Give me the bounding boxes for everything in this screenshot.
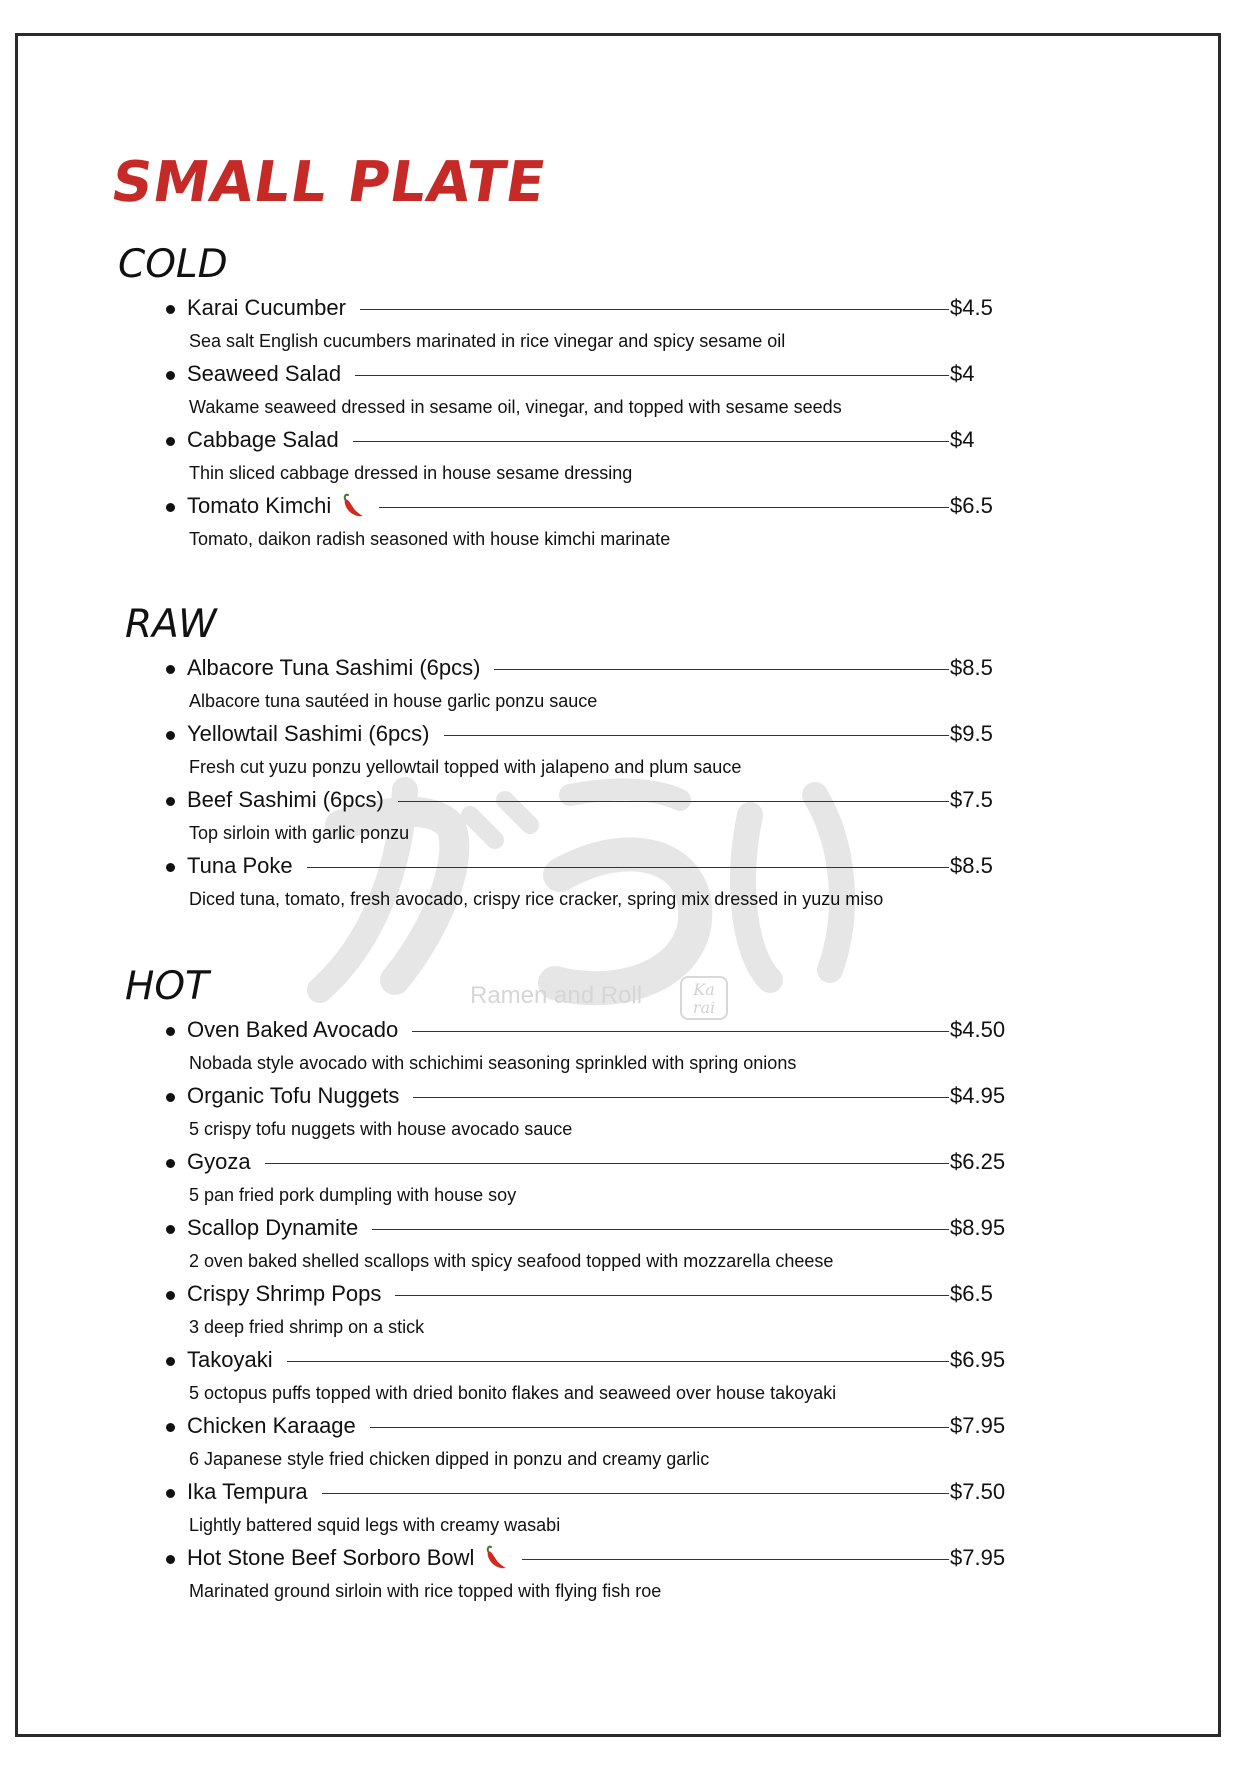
item-price: $4.50	[950, 1017, 1006, 1042]
item-name: Hot Stone Beef Sorboro Bowl	[187, 1545, 475, 1570]
leader-line	[265, 1163, 949, 1164]
item-name: Scallop Dynamite	[187, 1215, 359, 1240]
leader-line	[322, 1493, 949, 1494]
item-price: $7.50	[950, 1479, 1006, 1504]
badge-line-2: rai	[692, 998, 716, 1017]
leader-line	[398, 801, 949, 802]
item-price: $6.5	[950, 493, 993, 518]
item-name: Beef Sashimi (6pcs)	[187, 787, 384, 812]
section-title-hot: HOT	[125, 964, 209, 1009]
bullet	[166, 1489, 175, 1498]
leader-line	[372, 1229, 949, 1230]
item-name: Takoyaki	[187, 1347, 273, 1372]
item-name: Albacore Tuna Sashimi (6pcs)	[187, 655, 481, 680]
bullet	[166, 305, 175, 314]
leader-line	[412, 1031, 949, 1032]
menu-item	[160, 848, 1020, 914]
item-name: Crispy Shrimp Pops	[187, 1281, 382, 1306]
bullet	[166, 797, 175, 806]
item-description: 2 oven baked shelled scallops with spicy seafood topped with mozzarella cheese	[189, 1251, 834, 1271]
leader-line	[307, 867, 949, 868]
item-price: $6.95	[950, 1347, 1006, 1372]
menu-item	[160, 1408, 1020, 1474]
leader-line	[413, 1097, 949, 1098]
item-name: Tuna Poke	[187, 853, 293, 878]
bullet	[166, 1027, 175, 1036]
bullet	[166, 1291, 175, 1300]
item-description: Albacore tuna sautéed in house garlic ponzu sauce	[189, 691, 598, 711]
item-description: 5 octopus puffs topped with dried bonito flakes and seaweed over house takoyaki	[189, 1383, 837, 1403]
item-price: $8.5	[950, 655, 993, 680]
bullet	[166, 1555, 175, 1564]
menu-item	[160, 1078, 1020, 1144]
item-description: Lightly battered squid legs with creamy wasabi	[189, 1515, 561, 1535]
bullet	[166, 1159, 175, 1168]
item-price: $7.5	[950, 787, 993, 812]
leader-line	[494, 669, 949, 670]
menu-item	[160, 650, 1020, 716]
menu-item	[160, 1012, 1020, 1078]
item-description: Sea salt English cucumbers marinated in rice vinegar and spicy sesame oil	[189, 331, 786, 351]
menu-item	[160, 782, 1020, 848]
item-name: Karai Cucumber	[187, 295, 346, 320]
bullet	[166, 371, 175, 380]
bullet	[166, 731, 175, 740]
item-price: $8.5	[950, 853, 993, 878]
item-description: 6 Japanese style fried chicken dipped in ponzu and creamy garlic	[189, 1449, 710, 1469]
bullet	[166, 1225, 175, 1234]
bullet	[166, 863, 175, 872]
leader-line	[353, 441, 949, 442]
item-name: Seaweed Salad	[187, 361, 342, 386]
bullet	[166, 1357, 175, 1366]
badge-line-1: Ka	[693, 980, 715, 999]
leader-line	[522, 1559, 949, 1560]
item-description: Diced tuna, tomato, fresh avocado, crispy rice cracker, spring mix dressed in yuzu miso	[189, 889, 884, 909]
item-price: $4	[950, 361, 975, 386]
item-price: $7.95	[950, 1545, 1006, 1570]
leader-line	[444, 735, 949, 736]
item-name: Chicken Karaage	[187, 1413, 356, 1438]
item-price: $6.25	[950, 1149, 1006, 1174]
leader-line	[379, 507, 949, 508]
item-name: Gyoza	[187, 1149, 251, 1174]
item-name: Tomato Kimchi	[187, 493, 332, 518]
item-name: Cabbage Salad	[187, 427, 339, 452]
item-name: Organic Tofu Nuggets	[187, 1083, 400, 1108]
item-name: Ika Tempura	[187, 1479, 308, 1504]
menu-item	[160, 356, 1020, 422]
bullet	[166, 665, 175, 674]
item-name: Oven Baked Avocado	[187, 1017, 399, 1042]
leader-line	[355, 375, 949, 376]
leader-line	[370, 1427, 949, 1428]
leader-line	[287, 1361, 949, 1362]
item-price: $4.5	[950, 295, 993, 320]
item-description: Fresh cut yuzu ponzu yellowtail topped with jalapeno and plum sauce	[189, 757, 742, 777]
menu-item	[160, 1144, 1020, 1210]
leader-line	[360, 309, 949, 310]
page-title: SMALL PLATE	[106, 150, 551, 215]
item-name: Yellowtail Sashimi (6pcs)	[187, 721, 430, 746]
item-description: Top sirloin with garlic ponzu	[189, 823, 410, 843]
item-description: Thin sliced cabbage dressed in house sesame dressing	[189, 463, 633, 483]
item-price: $9.5	[950, 721, 993, 746]
menu-item	[160, 1540, 1020, 1606]
bullet	[166, 1093, 175, 1102]
menu-item	[160, 290, 1020, 356]
section-title-cold: COLD	[118, 242, 228, 287]
bullet	[166, 437, 175, 446]
bullet	[166, 503, 175, 512]
menu-item	[160, 1210, 1020, 1276]
menu-item	[160, 1342, 1020, 1408]
item-price: $8.95	[950, 1215, 1006, 1240]
chili-pepper-icon	[482, 1545, 508, 1571]
item-description: 3 deep fried shrimp on a stick	[189, 1317, 425, 1337]
item-price: $4.95	[950, 1083, 1006, 1108]
brand-watermark-text: Ramen and Roll	[470, 982, 643, 1009]
menu-item	[160, 1276, 1020, 1342]
chili-pepper-icon	[339, 493, 365, 519]
item-price: $6.5	[950, 1281, 993, 1306]
item-description: Wakame seaweed dressed in sesame oil, vinegar, and topped with sesame seeds	[189, 397, 842, 417]
section-title-raw: RAW	[125, 602, 217, 647]
item-description: Tomato, daikon radish seasoned with house kimchi marinate	[189, 529, 671, 549]
item-price: $4	[950, 427, 975, 452]
item-description: Nobada style avocado with schichimi seasoning sprinkled with spring onions	[189, 1053, 797, 1073]
menu-item	[160, 422, 1020, 488]
item-description: Marinated ground sirloin with rice topped with flying fish roe	[189, 1581, 662, 1601]
item-price: $7.95	[950, 1413, 1006, 1438]
item-description: 5 pan fried pork dumpling with house soy	[189, 1185, 517, 1205]
menu-item	[160, 488, 1020, 554]
leader-line	[395, 1295, 949, 1296]
menu-item	[160, 1474, 1020, 1540]
menu-item	[160, 716, 1020, 782]
bullet	[166, 1423, 175, 1432]
item-description: 5 crispy tofu nuggets with house avocado sauce	[189, 1119, 573, 1139]
